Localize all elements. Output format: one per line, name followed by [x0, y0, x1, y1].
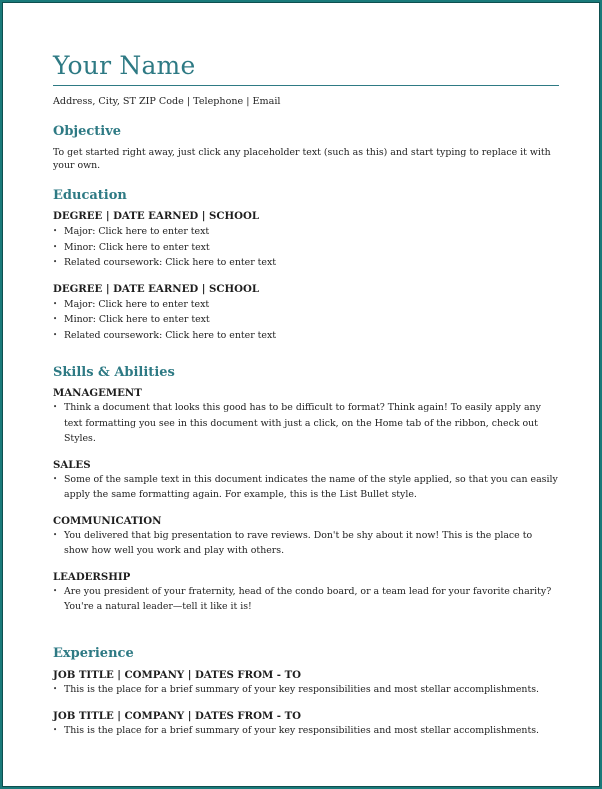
- skill-entry: [53, 458, 559, 503]
- skill-heading[interactable]: MANAGEMENT: [53, 387, 142, 399]
- education-entry: [53, 282, 559, 344]
- skill-entry: [53, 514, 559, 559]
- list-item[interactable]: • This is the place for a brief summary of your key responsibilities and most stellar accomplishments.: [53, 723, 559, 739]
- education-entry: [53, 209, 559, 271]
- experience-entry: [53, 709, 559, 739]
- list-item[interactable]: • You delivered that big presentation to rave reviews. Don't be shy about it now! This is the place to show how well you work and play with others.: [53, 528, 559, 559]
- resume-header: [53, 51, 559, 108]
- list-item[interactable]: • Related coursework: Click here to enter text: [53, 328, 559, 344]
- skill-heading[interactable]: COMMUNICATION: [53, 514, 162, 527]
- skill-entry: [53, 386, 559, 447]
- experience-entry: [53, 668, 559, 698]
- skill-heading[interactable]: LEADERSHIP: [53, 570, 131, 583]
- list-item[interactable]: • Are you president of your fraternity, head of the condo board, or a team lead for your favorite charity? You're a natural leader—tell it like it is!: [53, 584, 559, 615]
- list-item[interactable]: • Related coursework: Click here to enter text: [53, 255, 559, 271]
- skills-title: Skills & Abilities: [53, 365, 175, 380]
- list-item[interactable]: • Major: Click here to enter text: [53, 297, 559, 313]
- list-item[interactable]: • Some of the sample text in this document indicates the name of the style applied, so that you can easily apply the same formatting again. For example, this is the List Bullet style.: [53, 472, 559, 503]
- list-item[interactable]: • Minor: Click here to enter text: [53, 240, 559, 256]
- experience-section: [53, 646, 559, 738]
- contact-line[interactable]: Address, City, ST ZIP Code | Telephone | Email: [53, 96, 281, 107]
- objective-title: Objective: [53, 124, 122, 139]
- skill-heading[interactable]: SALES: [53, 458, 91, 471]
- job-heading[interactable]: JOB TITLE | COMPANY | DATES FROM - TO: [53, 709, 302, 722]
- education-title: Education: [53, 188, 127, 203]
- list-item[interactable]: • This is the place for a brief summary of your key responsibilities and most stellar accomplishments.: [53, 682, 559, 698]
- list-item[interactable]: • Major: Click here to enter text: [53, 224, 559, 240]
- objective-text[interactable]: To get started right away, just click any placeholder text (such as this) and start typing to replace it with your own.: [53, 147, 551, 171]
- experience-title: Experience: [53, 646, 134, 661]
- page-frame: [2, 2, 600, 787]
- skill-entry: [53, 570, 559, 615]
- job-heading[interactable]: JOB TITLE | COMPANY | DATES FROM - TO: [53, 669, 302, 681]
- degree-heading[interactable]: DEGREE | DATE EARNED | SCHOOL: [53, 210, 260, 222]
- header-rule: [53, 85, 559, 86]
- list-item[interactable]: • Think a document that looks this good has to be difficult to format? Think again! To easily apply any text formatting you see in this document with just a click, on the Home tab of the ribbon, check out Styles.: [53, 400, 559, 447]
- objective-section: [53, 124, 559, 172]
- education-section: [53, 188, 559, 343]
- skills-section: [53, 365, 559, 615]
- name-heading[interactable]: Your Name: [53, 51, 196, 80]
- list-item[interactable]: • Minor: Click here to enter text: [53, 312, 559, 328]
- degree-heading[interactable]: DEGREE | DATE EARNED | SCHOOL: [53, 282, 260, 295]
